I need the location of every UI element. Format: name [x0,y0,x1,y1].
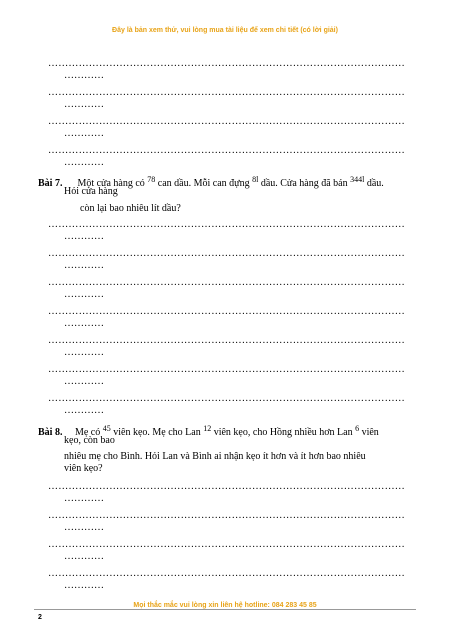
exercise-7-text: dầu. [366,178,384,189]
hotline-banner: Mọi thắc mắc vui lòng xin liên hệ hotline: 084 283 45 85 [133,602,317,609]
page-number: 2 [38,614,42,621]
exercise-7-number: 78 [147,175,156,184]
answer-line: …………………………………………………………………………………………… [48,510,405,521]
answer-line-end: ………… [64,260,104,271]
exercise-7-label: Bài 7. [38,178,63,189]
exercise-8-label: Bài 8. [38,427,63,438]
exercise-7-number: 8l [252,175,259,184]
preview-banner: Đây là bản xem thử, vui lòng mua tài liệu để xem chi tiết (có lời giải) [112,27,338,34]
answer-line: …………………………………………………………………………………………… [48,335,405,346]
exercise-8-text: Mẹ có [74,427,101,438]
exercise-7-text: dầu. Cửa hàng đã bán [260,178,348,189]
answer-line-end: ………… [64,289,104,300]
exercise-7-number: 344l [350,175,365,184]
answer-line: …………………………………………………………………………………………… [48,277,405,288]
exercise-8-line-4: viên kẹo? [64,463,103,474]
answer-line: …………………………………………………………………………………………… [48,87,405,98]
exercise-8-text: viên kẹo, cho Hồng nhiều hơn Lan [213,427,353,438]
answer-line: …………………………………………………………………………………………… [48,306,405,317]
answer-line-end: ………… [64,522,104,533]
exercise-7-text: can dầu. Mỗi can đựng [157,178,250,189]
exercise-8-text: viên [361,427,379,438]
answer-line-end: ………… [64,157,104,168]
answer-line-end: ………… [64,376,104,387]
exercise-8-number: 6 [355,424,360,433]
answer-line-end: ………… [64,405,104,416]
answer-line: …………………………………………………………………………………………… [48,58,405,69]
exercise-8-line-3: nhiêu mẹ cho Bình. Hỏi Lan và Bình ai nhận kẹo ít hơn và ít hơn bao nhiêu [64,451,366,462]
answer-line-end: ………… [64,128,104,139]
answer-line: …………………………………………………………………………………………… [48,116,405,127]
answer-line: …………………………………………………………………………………………… [48,364,405,375]
exercise-8-text: viên kẹo. Mẹ cho Lan [113,427,201,438]
answer-line: …………………………………………………………………………………………… [48,248,405,259]
answer-line: …………………………………………………………………………………………… [48,219,405,230]
exercise-7-line-2: Hỏi cửa hàng [64,186,118,197]
answer-line: …………………………………………………………………………………………… [48,393,405,404]
answer-line-end: ………… [64,99,104,110]
answer-line-end: ………… [64,493,104,504]
exercise-7-line-3: còn lại bao nhiêu lít dầu? [80,203,181,214]
answer-line-end: ………… [64,318,104,329]
answer-line-end: ………… [64,231,104,242]
answer-line-end: ………… [64,347,104,358]
answer-line: …………………………………………………………………………………………… [48,481,405,492]
answer-line: …………………………………………………………………………………………… [48,568,405,579]
exercise-8-number: 45 [102,424,111,433]
exercise-7-text: Một cửa hàng có [77,178,145,189]
exercise-8-number: 12 [203,424,212,433]
exercise-8-line-2: kẹo, còn bao [64,435,115,446]
answer-line-end: ………… [64,70,104,81]
footer-divider [34,609,416,610]
answer-line: …………………………………………………………………………………………… [48,539,405,550]
answer-line-end: ………… [64,551,104,562]
answer-line: …………………………………………………………………………………………… [48,145,405,156]
answer-line-end: ………… [64,580,104,591]
